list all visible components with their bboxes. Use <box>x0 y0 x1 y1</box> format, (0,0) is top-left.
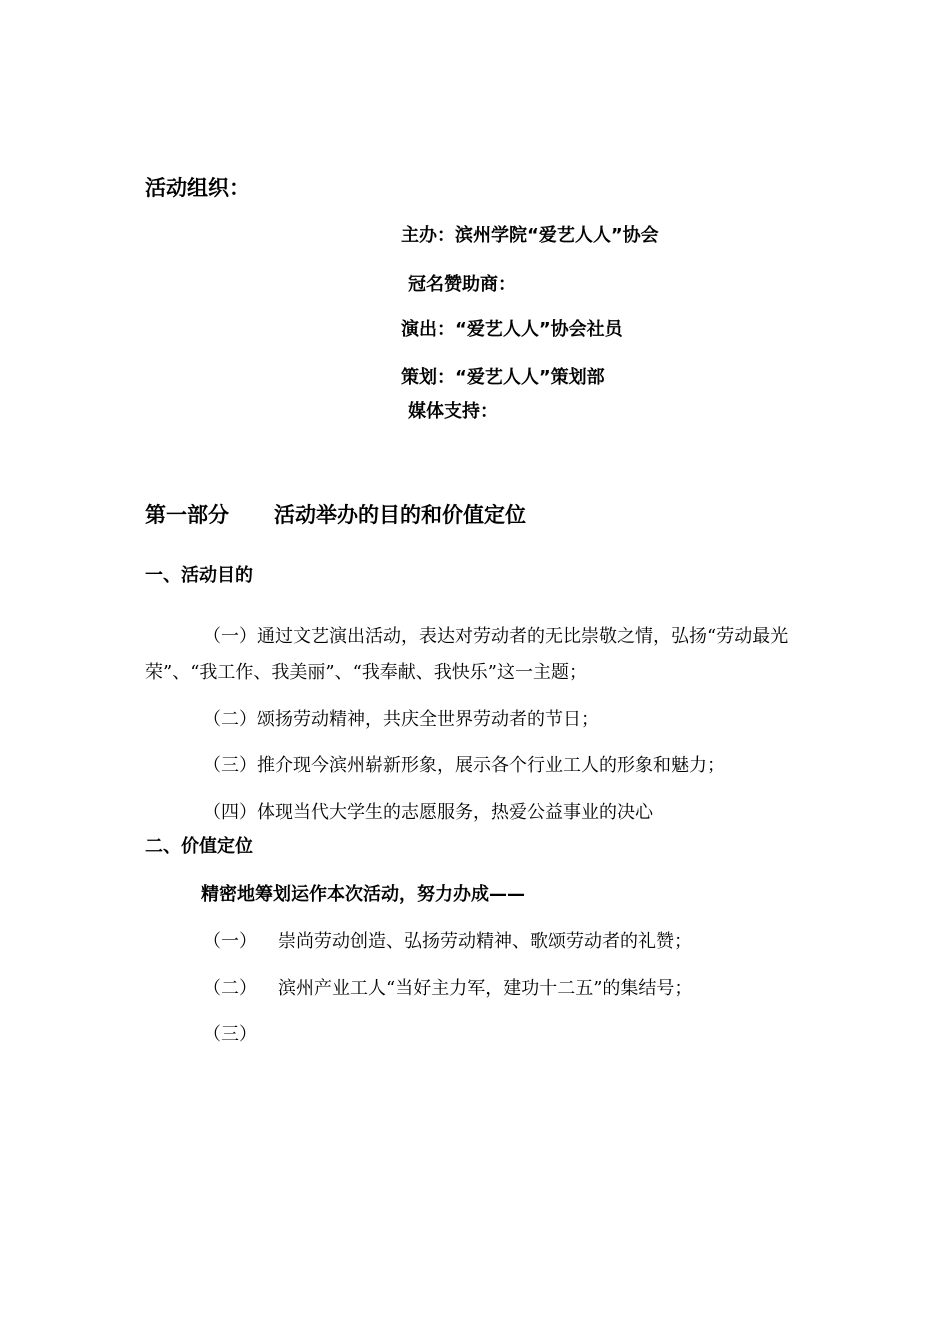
purpose-item-3: （三）推介现今滨州崭新形象，展示各个行业工人的形象和魅力； <box>203 755 725 776</box>
part-title: 活动举办的目的和价值定位 <box>274 503 526 527</box>
value-heading: 二、价值定位 <box>145 836 253 857</box>
purpose-heading: 一、活动目的 <box>145 565 253 586</box>
value-item-1-text: 崇尚劳动创造、弘扬劳动精神、歌颂劳动者的礼赞； <box>278 931 692 952</box>
performers-line: 演出：“爱艺人人”协会社员 <box>401 319 623 340</box>
value-item-3-number: （三） <box>203 1024 257 1045</box>
part-heading <box>145 505 526 526</box>
title-sponsor-line: 冠名赞助商： <box>408 274 516 295</box>
value-item-1-number: （一） <box>203 931 257 952</box>
purpose-item-4: （四）体现当代大学生的志愿服务，热爱公益事业的决心 <box>203 802 653 823</box>
part-label: 第一部分 <box>145 503 229 527</box>
value-item-2-number: （二） <box>203 978 257 999</box>
purpose-item-1-line-2: 荣”、“我工作、我美丽”、“我奉献、我快乐”这一主题； <box>145 662 588 683</box>
planner-line: 策划：“爱艺人人”策划部 <box>401 367 605 388</box>
organization-heading: 活动组织： <box>145 176 250 200</box>
purpose-item-1-line-1: （一）通过文艺演出活动，表达对劳动者的无比崇敬之情，弘扬“劳动最光 <box>203 626 789 647</box>
media-support-line: 媒体支持： <box>408 401 498 422</box>
value-lead: 精密地筹划运作本次活动，努力办成—— <box>201 884 525 905</box>
host-line: 主办：滨州学院“爱艺人人”协会 <box>401 225 659 246</box>
value-item-2-text: 滨州产业工人“当好主力军，建功十二五”的集结号； <box>278 978 693 999</box>
purpose-item-2: （二）颂扬劳动精神，共庆全世界劳动者的节日； <box>203 709 599 730</box>
